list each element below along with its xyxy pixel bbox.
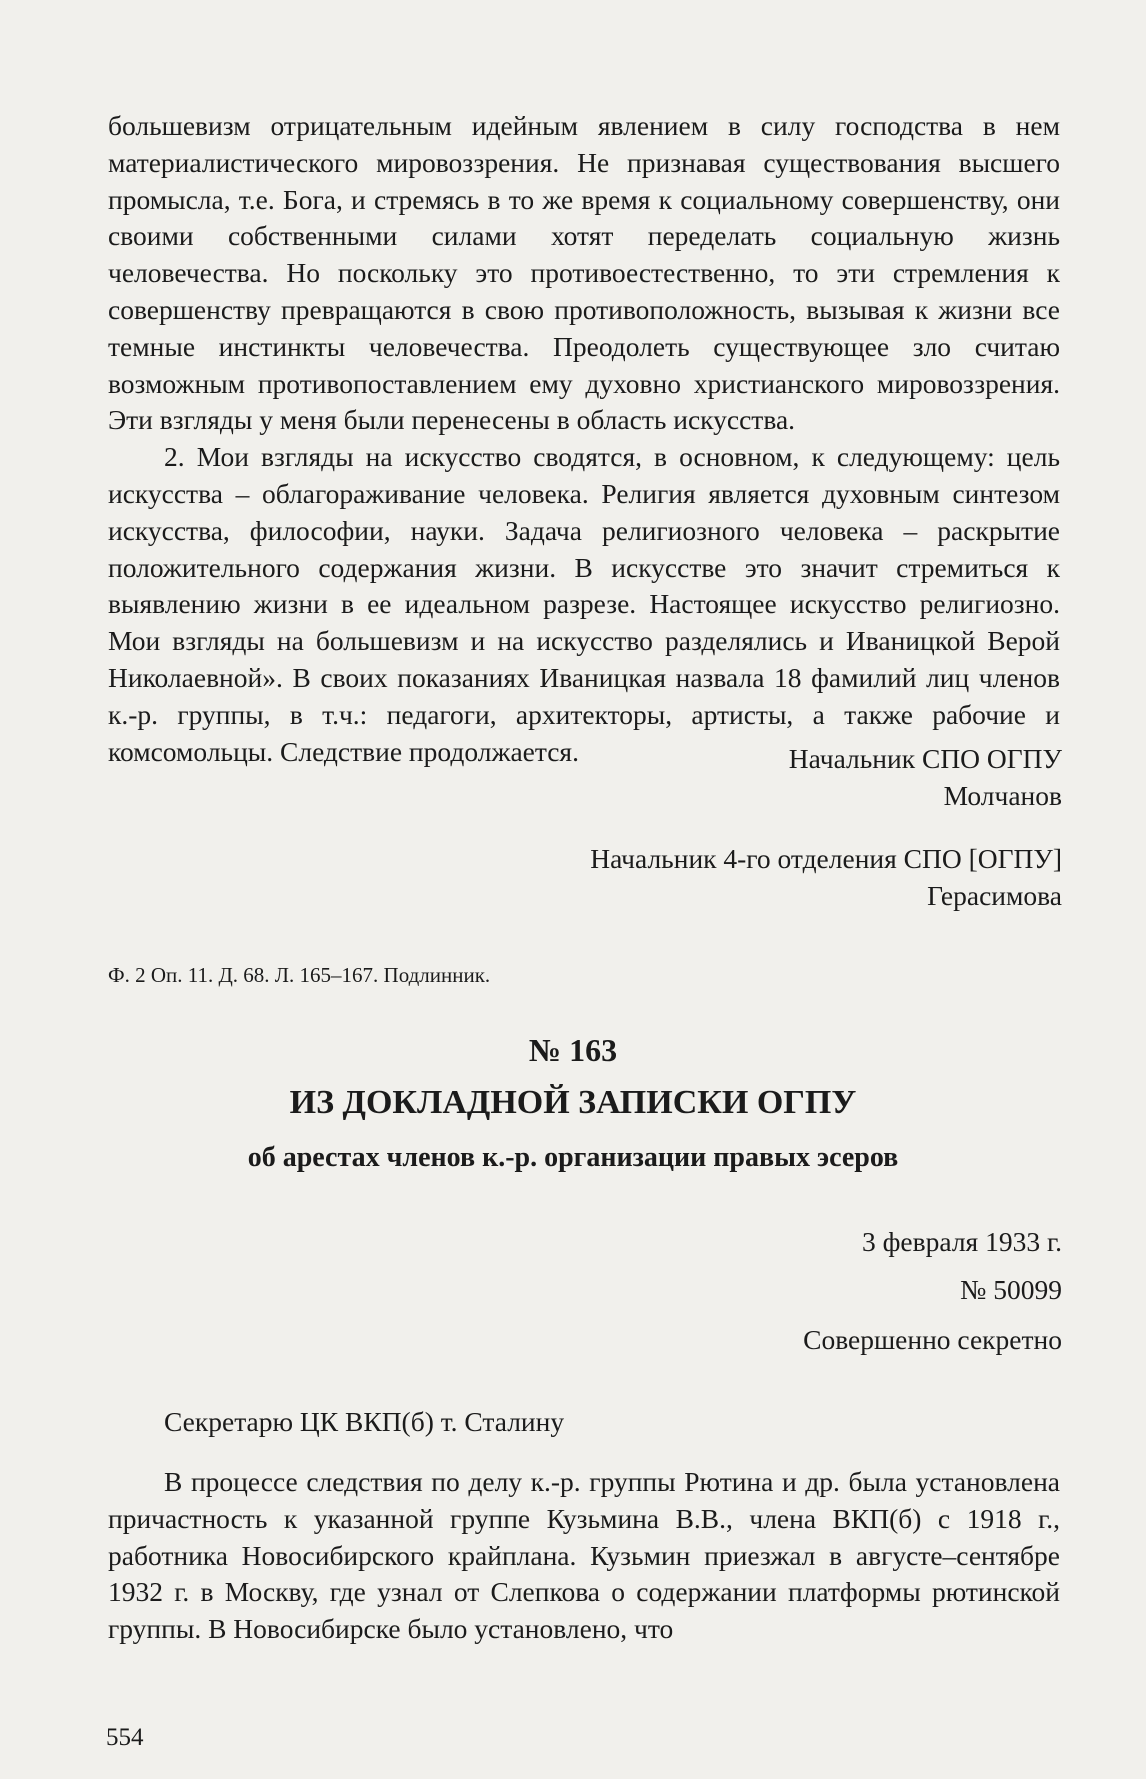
signature-block-1: [789, 740, 1062, 814]
addressee: Секретарю ЦК ВКП(б) т. Сталину: [164, 1406, 565, 1437]
signature-block-2: [590, 840, 1062, 914]
page-number: 554: [106, 1724, 144, 1751]
signature-name: Герасимова: [927, 880, 1062, 911]
source-reference: Ф. 2 Оп. 11. Д. 68. Л. 165–167. Подлинник.: [108, 963, 491, 987]
document-date: 3 февраля 1933 г.: [861, 1226, 1062, 1257]
signature-position: Начальник 4-го отделения СПО [ОГПУ]: [590, 843, 1062, 874]
document-body: [108, 1464, 1060, 1648]
document-subtitle: об арестах членов к.-р. организации правых эсеров: [247, 1142, 899, 1173]
signature-position: Начальник СПО ОГПУ: [788, 743, 1062, 774]
body-paragraph: В процессе следствия по делу к.-р. группы Рютина и др. была установлена причастность к указанной группе Кузьмина В.В., члена ВКП(б) с 1918 г., работника Новосибирского крайплана. Кузьмин приезжал в августе–сентябре 1932 г. в Москву, где узнал от Слепкова о содержании платформы рютинской группы. В Новосибирске было установлено, что: [108, 1466, 1060, 1645]
document-number: № 163: [528, 1032, 618, 1068]
document-title: ИЗ ДОКЛАДНОЙ ЗАПИСКИ ОГПУ: [289, 1084, 857, 1121]
document-reg-number: № 50099: [960, 1274, 1062, 1305]
paragraph-2: 2. Мои взгляды на искусство сводятся, в основном, к следующему: цель искусства – облагораживание человека. Религия является духовным синтезом искусства, философии, науки. Задача религиозного человека – раскрытие положительного содержания жизни. В искусстве это значит стремиться к выявлению жизни в ее идеальном разрезе. Настоящее искусство религиозно. Мои взгляды на большевизм и на искусство разделялись и Иваницкой Верой Николаевной». В своих показаниях Иваницкая назвала 18 фамилий лиц членов к.-р. группы, в т.ч.: педагоги, архитекторы, артисты, а также рабочие и комсомольцы. Следствие продолжается.: [108, 441, 1060, 767]
continuation-text: [108, 108, 1060, 770]
classification-stamp: Совершенно секретно: [803, 1324, 1062, 1355]
paragraph-1: большевизм отрицательным идейным явлением в силу господства в нем материалистического мировоззрения. Не признавая существования высшего промысла, т.е. Бога, и стремясь в то же время к социальному совершенству, они своими собственными силами хотят переделать социальную жизнь человечества. Но поскольку это противоестественно, то эти стремления к совершенству превращаются в свою противоположность, вызывая к жизни все темные инстинкты человечества. Преодолеть существующее зло считаю возможным противопоставлением ему духовно христианского мировоззрения. Эти взгляды у меня были перенесены в область искусства.: [108, 110, 1060, 436]
signature-name: Молчанов: [943, 780, 1062, 811]
